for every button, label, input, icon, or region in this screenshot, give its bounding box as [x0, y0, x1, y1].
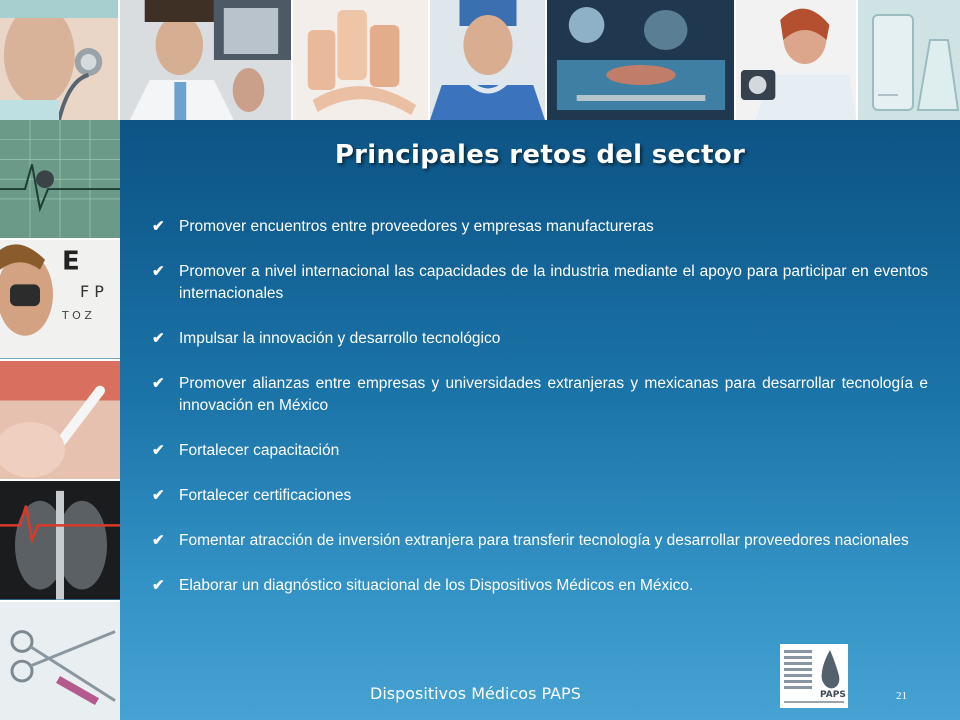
list-item — [152, 485, 928, 507]
svg-text:PAPS: PAPS — [820, 690, 846, 700]
check-icon: ✔ — [152, 263, 165, 280]
challenges-list — [152, 216, 928, 620]
slide-title: Principales retos del sector — [334, 140, 746, 170]
surgeon-photo — [430, 0, 547, 120]
list-item — [152, 328, 928, 350]
svg-text:F P: F P — [80, 282, 104, 302]
check-icon: ✔ — [152, 375, 165, 392]
top-photo-strip — [0, 0, 960, 120]
list-item — [152, 216, 928, 238]
list-item — [152, 530, 928, 552]
injection-pen-photo — [0, 361, 120, 481]
left-photo-strip — [0, 120, 120, 720]
list-item — [152, 575, 928, 597]
chest-xray-photo — [0, 481, 120, 601]
list-item — [152, 440, 928, 462]
bandage-rolls-photo — [293, 0, 430, 120]
lab-glassware-photo — [858, 0, 960, 120]
ecg-instruments-photo — [0, 120, 120, 240]
check-icon: ✔ — [152, 218, 165, 235]
svg-text:E: E — [61, 247, 80, 277]
list-item-text: Elaborar un diagnóstico situacional de los Dispositivos Médicos en México. — [179, 577, 694, 594]
doctors-xray-photo — [120, 0, 293, 120]
list-item-text: Fortalecer certificaciones — [179, 487, 352, 504]
list-item — [152, 261, 928, 305]
nurse-stethoscope-photo — [0, 0, 120, 120]
surgical-scissors-photo — [0, 602, 120, 720]
list-item-text: Promover alianzas entre empresas y universidades extranjeras y mexicanas para desarrollar tecnología e innovación en México — [179, 375, 928, 414]
paps-logo — [780, 644, 848, 708]
list-item-text: Fomentar atracción de inversión extranjera para transferir tecnología y desarrollar proveedores nacionales — [179, 532, 909, 549]
page-number: 21 — [896, 690, 907, 702]
footer-title: Dispositivos Médicos PAPS — [370, 684, 581, 703]
check-icon: ✔ — [152, 487, 165, 504]
list-item-text: Promover encuentros entre proveedores y empresas manufactureras — [179, 218, 654, 235]
list-item — [152, 373, 928, 417]
list-item-text: Fortalecer capacitación — [179, 442, 340, 459]
operating-room-photo — [547, 0, 736, 120]
eye-exam-photo — [0, 240, 120, 360]
patient-blood-pressure-photo — [736, 0, 858, 120]
check-icon: ✔ — [152, 330, 165, 347]
list-item-text: Impulsar la innovación y desarrollo tecnológico — [179, 330, 501, 347]
check-icon: ✔ — [152, 442, 165, 459]
svg-text:T O Z: T O Z — [61, 309, 92, 323]
check-icon: ✔ — [152, 532, 165, 549]
check-icon: ✔ — [152, 577, 165, 594]
list-item-text: Promover a nivel internacional las capacidades de la industria mediante el apoyo para participar en eventos internacionales — [179, 263, 928, 302]
